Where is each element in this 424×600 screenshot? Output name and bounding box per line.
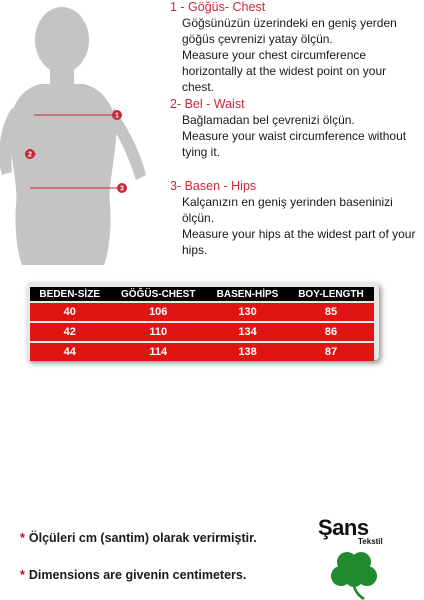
chest-heading: 1 - Göğüs- Chest bbox=[170, 0, 266, 14]
clover-icon bbox=[325, 548, 383, 600]
hips-section bbox=[170, 179, 420, 258]
note-star: * bbox=[20, 568, 25, 582]
logo-name: Şans bbox=[318, 515, 369, 540]
table-cell: 134 bbox=[207, 323, 288, 341]
table-cell: 42 bbox=[30, 323, 109, 341]
silhouette-shape bbox=[0, 7, 146, 265]
header-hips: BASEN-HİPS bbox=[207, 287, 288, 301]
waist-section bbox=[170, 97, 420, 160]
table-cell: 44 bbox=[30, 343, 109, 361]
hips-text-tr: Kalçanızın en geniş yerinden baseninizi ölçün. bbox=[182, 195, 393, 225]
table-row bbox=[30, 323, 374, 341]
chest-section bbox=[170, 0, 420, 95]
note-star: * bbox=[20, 531, 25, 545]
table-cell: 114 bbox=[109, 343, 207, 361]
note-cm-en bbox=[20, 568, 246, 582]
size-table-panel bbox=[27, 282, 379, 360]
body-silhouette-figure bbox=[0, 0, 165, 265]
note-cm-tr bbox=[20, 531, 257, 545]
table-cell: 40 bbox=[30, 303, 109, 321]
table-cell: 110 bbox=[109, 323, 207, 341]
table-row bbox=[30, 303, 374, 321]
header-chest: GÖĞÜS-CHEST bbox=[109, 287, 207, 301]
chest-text-en: Measure your chest circumference horizontally at the widest point on your chest. bbox=[182, 48, 387, 94]
marker-3-label: 3 bbox=[120, 185, 124, 193]
marker-1-label: 1 bbox=[115, 112, 119, 120]
table-cell: 85 bbox=[288, 303, 374, 321]
table-header-row bbox=[30, 287, 374, 301]
waist-heading: 2- Bel - Waist bbox=[170, 97, 245, 111]
table-cell: 138 bbox=[207, 343, 288, 361]
hips-heading: 3- Basen - Hips bbox=[170, 179, 257, 193]
table-cell: 130 bbox=[207, 303, 288, 321]
waist-text-tr: Bağlamadan bel çevrenizi ölçün. bbox=[182, 113, 355, 127]
header-length: BOY-LENGTH bbox=[288, 287, 374, 301]
table-cell: 106 bbox=[109, 303, 207, 321]
chest-text-tr: Göğsünüzün üzerindeki en geniş yerden göğüs çevrenizi yatay ölçün. bbox=[182, 16, 397, 46]
table-cell: 86 bbox=[288, 323, 374, 341]
note-text: Dimensions are givenin centimeters. bbox=[28, 568, 247, 582]
hips-text-en: Measure your hips at the widest part of your hips. bbox=[182, 227, 416, 257]
logo-subtitle: Tekstil bbox=[358, 537, 383, 546]
marker-2-label: 2 bbox=[28, 151, 32, 159]
size-table bbox=[30, 285, 374, 363]
waist-text-en: Measure your waist circumference without tying it. bbox=[182, 129, 407, 159]
table-row bbox=[30, 343, 374, 361]
header-size: BEDEN-SİZE bbox=[30, 287, 109, 301]
table-cell: 87 bbox=[288, 343, 374, 361]
note-text: Ölçüleri cm (santim) olarak verirmiştir. bbox=[28, 531, 257, 545]
